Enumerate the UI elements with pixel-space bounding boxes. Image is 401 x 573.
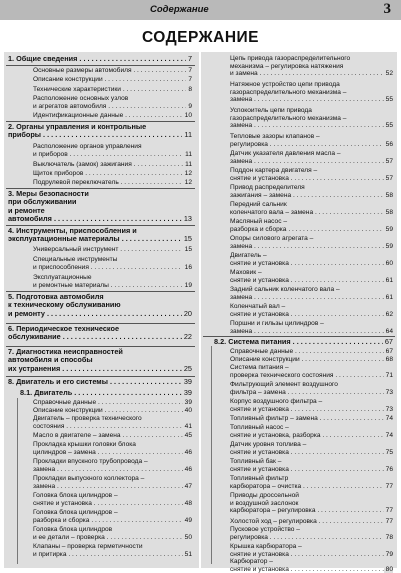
toc-entry[interactable] <box>230 150 393 165</box>
toc-entry-text: Масляный насос – <box>230 218 287 225</box>
toc-entry-text: Щиток приборов . . . <box>33 170 192 178</box>
toc-entry-text: снятие и установка . . . <box>230 449 393 457</box>
toc-entry-text: к техническому обслуживанию <box>8 301 121 310</box>
toc-entry[interactable] <box>230 492 393 515</box>
toc-entry-text: механизма – регулировка натяжения <box>230 62 344 70</box>
toc-entry[interactable] <box>230 526 393 541</box>
toc-entry-text: 4. Инструменты, приспособления и <box>8 227 137 235</box>
toc-entry-text: состояния . . . <box>33 423 192 431</box>
toc-section-heading[interactable] <box>8 123 192 140</box>
toc-page-number: 19 <box>184 281 192 289</box>
toc-entry[interactable] <box>230 348 393 356</box>
toc-entry[interactable] <box>230 303 393 318</box>
toc-entry-text: замена . . . <box>33 483 192 491</box>
toc-entry-text: Система питания – <box>230 364 289 371</box>
toc-page-number: 73 <box>385 388 393 396</box>
toc-entry[interactable] <box>230 424 393 439</box>
toc-entry-text: Головка блока цилиндров – <box>33 509 118 516</box>
toc-entry-text: и замена . . . <box>230 70 393 78</box>
toc-entry-text: Выключатель (замок) зажигания . . . <box>33 161 192 169</box>
toc-page-number: 76 <box>385 465 393 473</box>
page-title: СОДЕРЖАНИЕ <box>141 29 260 46</box>
toc-page-number: 13 <box>183 214 192 224</box>
toc-entry[interactable] <box>33 143 192 158</box>
toc-page-number: 57 <box>385 157 393 165</box>
toc-entry[interactable] <box>230 381 393 396</box>
toc-page-number: 75 <box>385 448 393 456</box>
toc-section-heading[interactable] <box>214 338 393 346</box>
toc-page-number: 58 <box>385 191 393 199</box>
toc-entry[interactable] <box>33 415 192 430</box>
toc-entry[interactable] <box>230 543 393 558</box>
toc-entry-text: и ремонтные материалы . . . <box>33 282 192 290</box>
toc-page-number: 67 <box>385 348 393 355</box>
toc-entry-text: Натяжное устройство цепи привода <box>230 81 340 88</box>
toc-entry-text: 6. Периодическое техническое <box>8 325 120 333</box>
toc-entry-text: их устранения . . . <box>8 365 192 373</box>
toc-page-number: 77 <box>385 482 393 490</box>
toc-entry-text: Топливный бак – <box>230 458 282 465</box>
subsection-rule <box>211 346 212 564</box>
toc-entry-text: снятие и установка . . . <box>230 406 393 414</box>
toc-entry-text: замена . . . <box>230 243 393 251</box>
toc-entry[interactable] <box>230 458 393 473</box>
toc-entry[interactable] <box>230 320 393 335</box>
toc-entry[interactable] <box>230 252 393 267</box>
toc-page-number: 46 <box>184 465 192 473</box>
toc-entry-text: Подрулевой переключатель . . . <box>33 179 192 187</box>
toc-entry-text: Расположение органов управления <box>33 143 142 150</box>
toc-entry-text: Универсальный инструмент . . . <box>33 246 192 254</box>
toc-page-number: 50 <box>184 533 192 541</box>
toc-entry-text: Тепловые зазоры клапанов – <box>230 133 320 140</box>
toc-entry-text: замена . . . <box>230 328 393 336</box>
toc-entry-text: Пусковое устройство – <box>230 526 300 533</box>
section-divider <box>6 291 195 292</box>
toc-entry[interactable] <box>33 179 192 187</box>
toc-entry[interactable] <box>33 509 192 524</box>
toc-page-number: 10 <box>184 112 192 119</box>
toc-page-number: 20 <box>183 308 192 318</box>
toc-page-number: 79 <box>385 550 393 558</box>
toc-page-number: 16 <box>184 263 192 271</box>
toc-entry-text: и ремонту . . . <box>8 310 192 318</box>
toc-entry-text: карбюратора – очистка . . . <box>230 483 393 491</box>
toc-page-number: 49 <box>184 516 192 524</box>
toc-page-number: 39 <box>183 389 192 397</box>
toc-entry-text: Масло в двигателе – замена . . . <box>33 432 192 440</box>
toc-page-number: 11 <box>185 150 192 158</box>
toc-entry-text: Крышка карбюратора – <box>230 543 302 550</box>
section-divider <box>6 65 195 66</box>
toc-page-number: 68 <box>385 356 393 363</box>
toc-entry[interactable] <box>230 415 393 423</box>
toc-entry-text: регулировка . . . <box>230 534 393 542</box>
toc-page-number: 55 <box>385 96 393 104</box>
toc-entry[interactable] <box>230 518 393 526</box>
running-header-title: Содержание <box>150 4 209 15</box>
toc-entry-text: проверка технического состояния . . . <box>230 372 393 380</box>
section-divider <box>203 336 395 337</box>
toc-entry-text: снятие и установка . . . <box>230 277 393 285</box>
toc-section-heading[interactable] <box>8 325 192 342</box>
toc-entry-text: эксплуатационные материалы . . . <box>8 235 192 243</box>
section-divider <box>6 121 195 122</box>
toc-entry-text: Маховик – <box>230 269 262 276</box>
toc-entry-text: снятие и установка . . . <box>230 311 393 319</box>
toc-page-number: 45 <box>184 432 192 439</box>
toc-entry-text: автомобиля . . . <box>8 215 192 223</box>
toc-entry-text: Специальные инструменты <box>33 256 118 263</box>
toc-entry-text: снятие и установка . . . <box>230 175 393 183</box>
toc-page-number: 64 <box>385 327 393 335</box>
section-divider <box>6 323 195 324</box>
toc-entry[interactable] <box>33 170 192 178</box>
toc-entry[interactable] <box>230 441 393 456</box>
toc-entry-text: фильтра – замена . . . <box>230 389 393 397</box>
toc-entry-text: Технические характеристики . . . <box>33 86 192 94</box>
toc-entry-text: цилиндров – замена . . . <box>33 449 192 457</box>
toc-entry-text: Описание конструкции . . . <box>33 76 192 84</box>
toc-entry-text: Успокоитель цепи привода <box>230 107 312 114</box>
toc-entry-text: снятие и установка . . . <box>230 260 393 268</box>
toc-page-number: 25 <box>183 363 192 373</box>
toc-entry[interactable] <box>230 133 393 148</box>
toc-entry-text: и притирка . . . <box>33 551 192 559</box>
toc-page-number: 22 <box>183 332 192 342</box>
toc-entry-text: Датчик уровня топлива – <box>230 441 307 448</box>
section-divider <box>6 346 195 347</box>
toc-entry-text: Датчик указателя давления масла – <box>230 150 341 157</box>
toc-entry-text: Головка блока цилиндров <box>33 526 113 533</box>
toc-entry[interactable] <box>33 432 192 440</box>
toc-entry-text: Прокладки впускного трубопровода – <box>33 458 148 465</box>
toc-entry[interactable] <box>230 364 393 379</box>
toc-entry-text: газораспределительного механизма – <box>230 114 347 122</box>
toc-entry-text: Основные размеры автомобиля . . . <box>33 67 192 75</box>
toc-page-number: 77 <box>385 518 393 525</box>
toc-page-number: 59 <box>385 242 393 250</box>
toc-page-number: 15 <box>184 246 192 253</box>
toc-entry-text: Привод распределителя <box>230 184 305 191</box>
toc-entry-text: и агрегатов автомобиля . . . <box>33 103 192 111</box>
toc-entry-text: Карбюратор – <box>230 558 273 565</box>
toc-page-number: 73 <box>385 405 393 413</box>
toc-entry-text: Описание конструкции . . . <box>33 407 192 415</box>
toc-page-number: 55 <box>385 122 393 130</box>
toc-entry-text: замена . . . <box>230 294 393 302</box>
toc-page-number: 61 <box>385 293 393 301</box>
toc-entry-text: Фильтрующий элемент воздушного <box>230 381 338 388</box>
toc-entry[interactable] <box>33 407 192 415</box>
toc-entry[interactable] <box>230 235 393 250</box>
toc-entry-text: снятие и установка . . . <box>230 566 393 573</box>
toc-page-number: 62 <box>385 310 393 318</box>
toc-entry-text: Справочные данные . . . <box>230 348 393 356</box>
toc-page-number: 48 <box>184 499 192 507</box>
toc-entry[interactable] <box>230 398 393 413</box>
toc-entry-text: Поршни и гильзы цилиндров – <box>230 320 324 327</box>
toc-entry[interactable] <box>230 269 393 284</box>
running-header <box>0 0 401 20</box>
toc-page-number: 11 <box>185 161 192 168</box>
toc-page-number: 7 <box>188 76 192 83</box>
toc-entry-text: снятие и установка . . . <box>230 551 393 559</box>
toc-entry[interactable] <box>33 543 192 558</box>
toc-page-number: 7 <box>188 67 192 74</box>
toc-entry-text: коленчатого вала – замена . . . <box>230 209 393 217</box>
toc-entry-text: Цепь привода газораспределительного <box>230 55 351 62</box>
toc-entry[interactable] <box>33 161 192 169</box>
toc-page-number: 57 <box>385 174 393 182</box>
toc-entry-text: замена . . . <box>33 466 192 474</box>
toc-page-number: 74 <box>385 415 393 422</box>
toc-entry-text: Задний сальник коленчатого вала – <box>230 286 340 293</box>
toc-section-heading[interactable] <box>8 227 192 244</box>
toc-entry-text: 5. Подготовка автомобиля <box>8 293 104 301</box>
toc-entry-text: снятие и установка . . . <box>230 466 393 474</box>
toc-entry-text: Справочные данные . . . <box>33 399 192 407</box>
toc-entry-text: 2. Органы управления и контрольные <box>8 123 147 131</box>
toc-entry-text: Поддон картера двигателя – <box>230 167 318 174</box>
toc-entry-text: разборка и сборка . . . <box>230 226 393 234</box>
toc-entry-text: приборы . . . <box>8 131 192 139</box>
toc-page-number: 12 <box>184 170 192 177</box>
toc-entry[interactable] <box>230 167 393 182</box>
toc-entry-text: Эксплуатационные <box>33 274 92 281</box>
toc-entry-text: замена . . . <box>230 158 393 166</box>
section-divider <box>6 225 195 226</box>
toc-entry-text: Корпус воздушного фильтра – <box>230 398 323 405</box>
toc-page-number: 58 <box>385 208 393 216</box>
toc-entry-text: автомобиля и способы <box>8 356 93 365</box>
toc-entry[interactable] <box>33 112 192 120</box>
toc-entry-text: 8.2. Система питания . . . <box>214 338 393 346</box>
toc-page-number: 60 <box>385 259 393 267</box>
toc-entry-text: Холостой ход – регулировка . . . <box>230 518 393 526</box>
toc-entry-text: при обслуживании <box>8 198 77 207</box>
toc-section-heading[interactable] <box>20 389 192 397</box>
toc-entry[interactable] <box>230 55 393 78</box>
toc-entry-text: Двигатель – проверка технического <box>33 415 142 422</box>
toc-entry-text: 8. Двигатель и его системы . . . <box>8 378 192 386</box>
toc-page-number: 61 <box>385 276 393 284</box>
toc-entry[interactable] <box>230 558 393 573</box>
toc-page-number: 77 <box>385 507 393 515</box>
toc-entry[interactable] <box>230 356 393 364</box>
toc-entry[interactable] <box>33 76 192 84</box>
page-number: 3 <box>383 1 391 17</box>
toc-page-number: 71 <box>385 371 393 379</box>
toc-entry[interactable] <box>230 201 393 216</box>
toc-entry-text: регулировка . . . <box>230 141 393 149</box>
toc-entry[interactable] <box>33 246 192 254</box>
toc-page-number: 8 <box>188 86 192 93</box>
toc-entry-text: Топливный фильтр <box>230 475 289 482</box>
section-divider <box>6 376 195 377</box>
toc-page-number: 9 <box>188 102 192 110</box>
toc-entry-text: Передний сальник <box>230 201 287 208</box>
toc-entry-text: и приборов . . . <box>33 151 192 159</box>
toc-section-heading[interactable] <box>8 293 192 318</box>
toc-entry-text: карбюратора – регулировка . . . <box>230 507 393 515</box>
toc-section-heading[interactable] <box>8 190 192 224</box>
toc-entry-text: Расположение основных узлов <box>33 95 129 102</box>
toc-page-number: 15 <box>183 234 192 244</box>
toc-entry-text: снятие и установка . . . <box>33 500 192 508</box>
toc-entry-text: обслуживание . . . <box>8 333 192 341</box>
toc-entry-text: Описание конструкции . . . <box>230 356 393 364</box>
toc-section-heading[interactable] <box>8 348 192 373</box>
toc-entry-text: Опоры силового агрегата – <box>230 235 314 242</box>
toc-entry[interactable] <box>33 458 192 473</box>
subsection-rule <box>17 398 18 564</box>
toc-page-number: 67 <box>384 338 393 346</box>
toc-entry-text: разборка и сборка . . . <box>33 517 192 525</box>
section-divider <box>6 188 195 189</box>
toc-entry-text: 8.1. Двигатель . . . <box>20 389 192 397</box>
toc-entry-text: замена . . . <box>230 96 393 104</box>
toc-entry-text: и воздушной заслонок <box>230 499 299 507</box>
toc-entry[interactable] <box>230 218 393 233</box>
toc-entry-text: Приводы дроссельной <box>230 492 299 499</box>
toc-entry-text: Головка блока цилиндров – <box>33 492 118 499</box>
toc-entry[interactable] <box>33 475 192 490</box>
toc-page-number: 41 <box>184 422 192 430</box>
toc-page-number: 51 <box>184 550 192 558</box>
toc-entry[interactable] <box>33 86 192 94</box>
toc-page-number: 12 <box>184 179 192 186</box>
toc-entry-text: и ремонте <box>8 206 45 215</box>
toc-entry[interactable] <box>230 184 393 199</box>
toc-entry-text: зажигания – замена . . . <box>230 192 393 200</box>
toc-page-number: 40 <box>184 407 192 414</box>
toc-entry[interactable] <box>33 399 192 407</box>
toc-entry-text: замена . . . <box>230 122 393 130</box>
toc-entry[interactable] <box>33 526 192 541</box>
toc-entry-text: Топливный насос – <box>230 424 289 431</box>
toc-entry[interactable] <box>33 95 192 110</box>
toc-section-heading[interactable] <box>8 378 192 386</box>
toc-entry-text: 1. Общие сведения . . . <box>8 55 192 63</box>
toc-entry[interactable] <box>230 107 393 130</box>
toc-entry[interactable] <box>33 441 192 456</box>
toc-page-number: 78 <box>385 533 393 541</box>
toc-entry-text: 7. Диагностика неисправностей <box>8 348 123 356</box>
toc-entry[interactable] <box>33 492 192 507</box>
toc-page-number: 39 <box>183 378 192 386</box>
toc-entry-text: Топливный фильтр – замена . . . <box>230 415 393 423</box>
toc-page-number: 47 <box>184 482 192 490</box>
toc-entry-text: Прокладка крышки головки блока <box>33 441 136 448</box>
toc-entry-text: снятие и установка, разборка . . . <box>230 432 393 440</box>
toc-page-number: 7 <box>187 55 192 63</box>
toc-page-number: 52 <box>385 70 393 78</box>
toc-entry-text: Клапаны – проверка герметичности <box>33 543 143 550</box>
toc-entry-text: и приспособления . . . <box>33 264 192 272</box>
toc-entry-text: газораспределительного механизма – <box>230 88 347 96</box>
toc-entry[interactable] <box>230 286 393 301</box>
toc-entry-text: 3. Меры безопасности <box>8 190 89 198</box>
toc-page-number: 80 <box>385 565 393 573</box>
toc-entry[interactable] <box>33 256 192 271</box>
toc-entry-text: Коленчатый вал – <box>230 303 286 310</box>
toc-section-heading[interactable] <box>8 55 192 63</box>
toc-page-number: 11 <box>184 130 192 140</box>
toc-entry[interactable] <box>33 274 192 289</box>
toc-page-number: 39 <box>184 399 192 406</box>
toc-page-number: 59 <box>385 225 393 233</box>
toc-page-number: 74 <box>385 431 393 439</box>
toc-entry[interactable] <box>230 475 393 490</box>
toc-entry[interactable] <box>33 67 192 75</box>
toc-entry[interactable] <box>230 81 393 104</box>
toc-entry-text: и ее детали – проверка . . . <box>33 534 192 542</box>
toc-page-number: 56 <box>385 140 393 148</box>
toc-page-number: 46 <box>184 448 192 456</box>
toc-entry-text: Идентификационные данные . . . <box>33 112 192 120</box>
toc-entry-text: Двигатель – <box>230 252 267 259</box>
toc-entry-text: Прокладки выпускного коллектора – <box>33 475 145 482</box>
